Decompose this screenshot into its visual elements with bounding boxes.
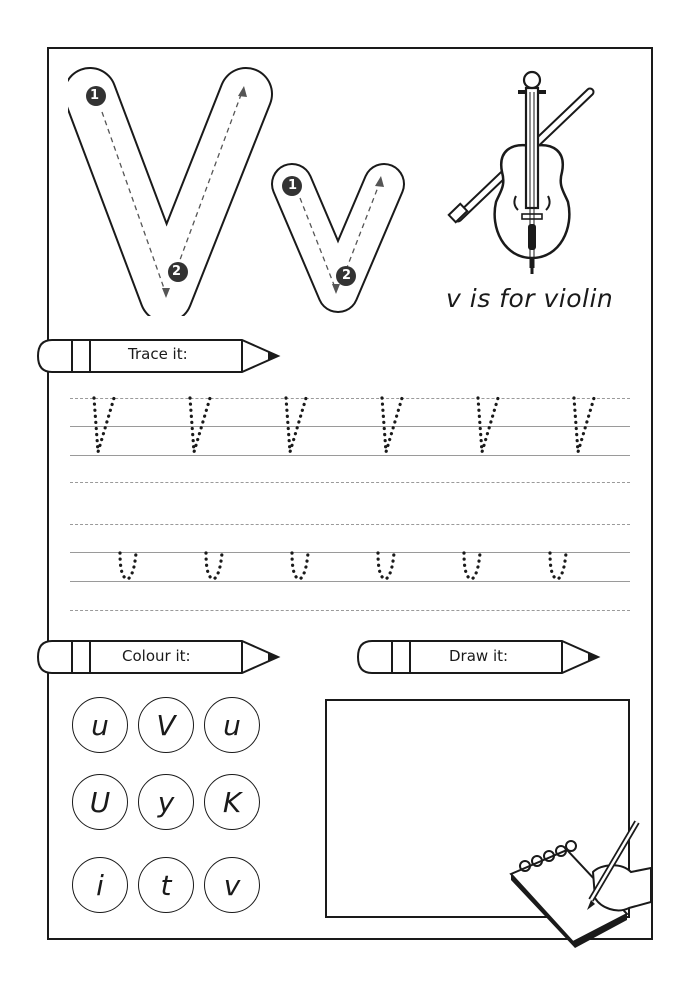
guide-line-descender [70, 610, 630, 611]
hand-writing-notepad-icon [505, 816, 655, 950]
colour-circle[interactable]: U [72, 774, 128, 830]
colour-circle[interactable]: y [138, 774, 194, 830]
stroke-number-2-lower: 2 [342, 268, 352, 283]
colour-circle[interactable]: t [138, 857, 194, 913]
colour-circle[interactable]: V [138, 697, 194, 753]
lowercase-trace-row[interactable] [70, 545, 630, 590]
stroke-number-2-upper: 2 [172, 264, 182, 279]
picture-caption: v is for violin [446, 284, 614, 313]
colour-circle[interactable]: u [204, 697, 260, 753]
violin-icon [440, 68, 600, 282]
colour-circle[interactable]: K [204, 774, 260, 830]
stroke-number-1-lower: 1 [288, 178, 298, 193]
colour-it-label: Colour it: [122, 647, 191, 665]
trace-it-label: Trace it: [128, 345, 188, 363]
guide-line-top [70, 524, 630, 525]
colour-circle[interactable]: u [72, 697, 128, 753]
stroke-number-1-upper: 1 [90, 88, 100, 103]
colour-circle[interactable]: v [204, 857, 260, 913]
colour-circle[interactable]: i [72, 857, 128, 913]
guide-line-descender [70, 482, 630, 483]
draw-it-label: Draw it: [449, 647, 509, 665]
uppercase-trace-row[interactable] [70, 392, 630, 462]
